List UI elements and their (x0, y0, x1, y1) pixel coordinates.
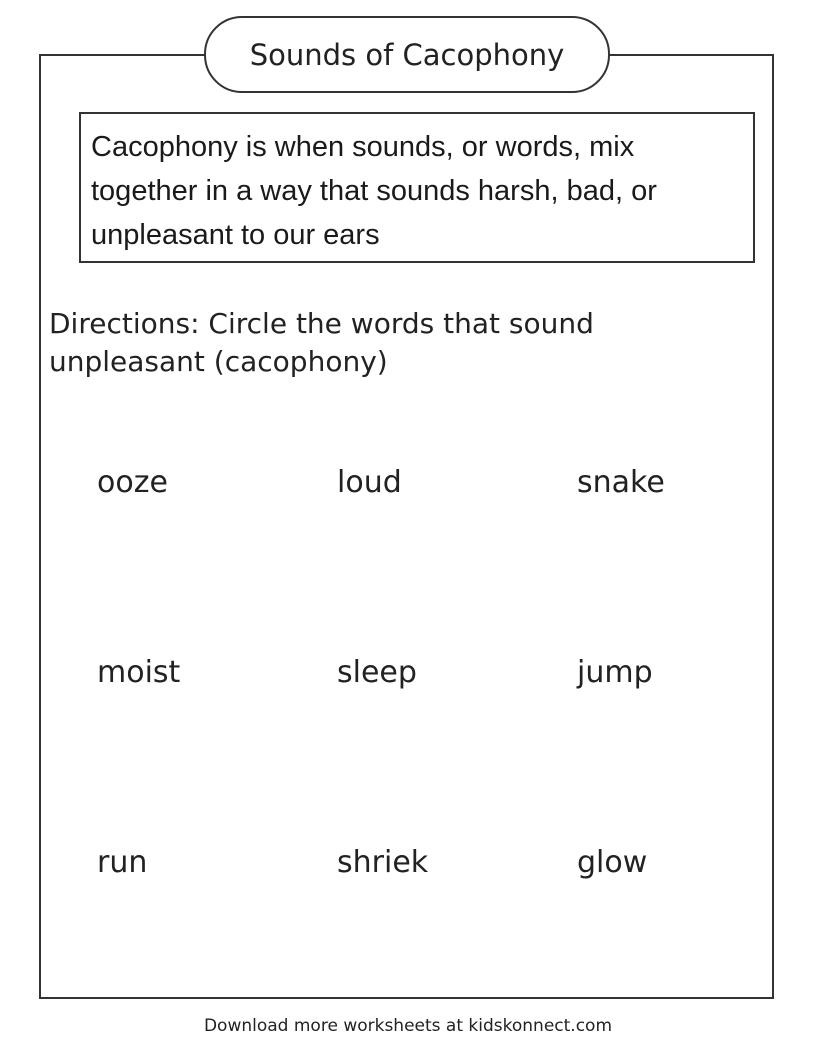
word-option[interactable]: run (97, 845, 148, 880)
word-option[interactable]: sleep (337, 655, 417, 690)
word-option[interactable]: ooze (97, 465, 168, 500)
worksheet-title: Sounds of Cacophony (204, 16, 610, 93)
word-option[interactable]: snake (577, 465, 665, 500)
word-option[interactable]: glow (577, 845, 648, 880)
directions-text: Directions: Circle the words that sound unpleasant (cacophony) (49, 307, 594, 378)
word-option[interactable]: loud (337, 465, 402, 500)
definition-box: Cacophony is when sounds, or words, mix together in a way that sounds harsh, bad, or unpleasant to our ears (79, 112, 755, 263)
footer-text: Download more worksheets at kidskonnect.com (203, 1016, 613, 1036)
word-option[interactable]: shriek (337, 845, 429, 880)
word-option[interactable]: moist (97, 655, 181, 690)
word-option[interactable]: jump (577, 655, 653, 690)
